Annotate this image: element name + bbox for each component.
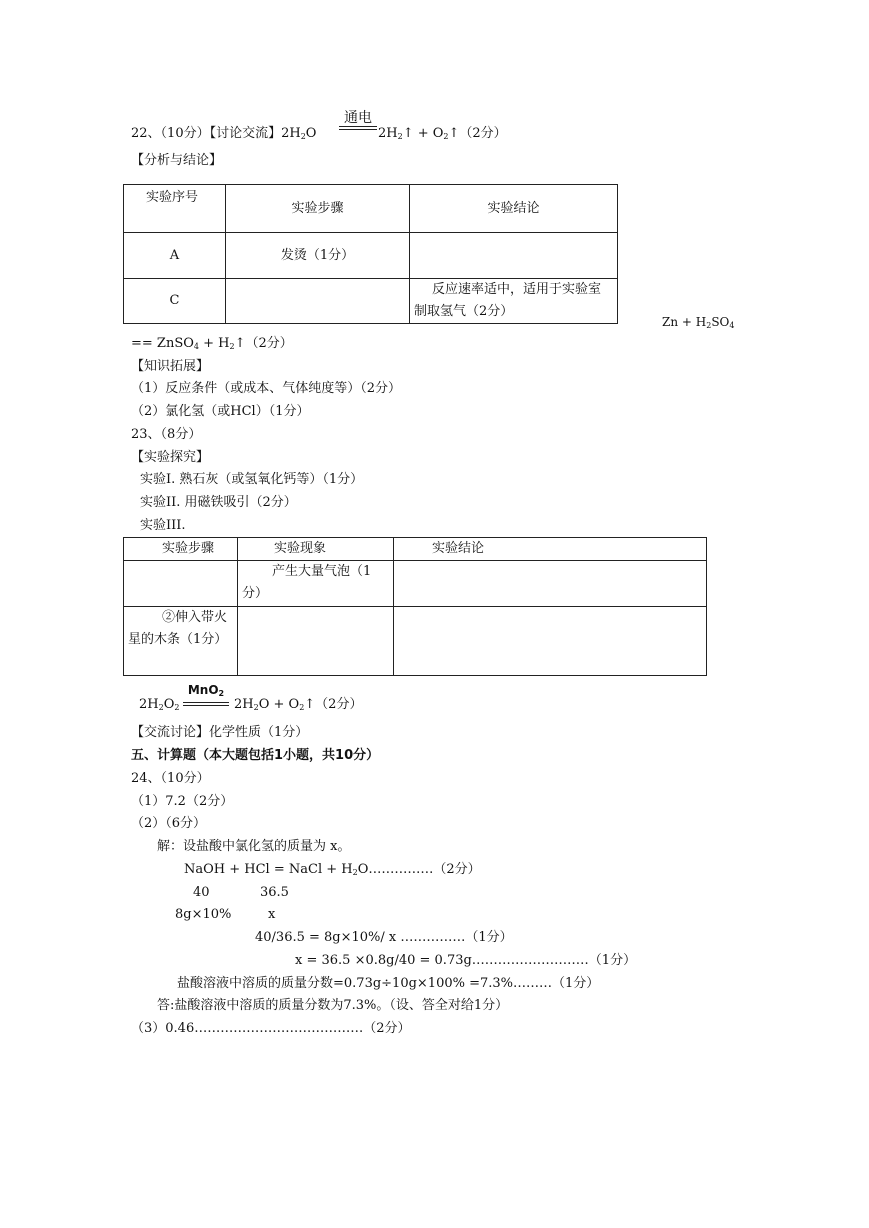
q23-table — [123, 537, 707, 676]
table-cell — [238, 607, 394, 676]
answer-line: 答:盐酸溶液中溶质的质量分数为7.3%。（设、答全对给1分） — [157, 998, 509, 1013]
eq-part: O + O — [258, 697, 300, 712]
subscript: 2 — [443, 132, 449, 141]
q22-prefix: 22、（10分）【讨论交流】2H — [131, 126, 301, 141]
subscript: 2 — [300, 132, 306, 141]
eq-part: SO — [711, 315, 730, 329]
table-cell: A — [124, 233, 226, 279]
extension-heading: 【知识拓展】 — [131, 359, 210, 374]
solution-intro: 解：设盐酸中氯化氢的质量为 x。 — [157, 839, 351, 854]
h2o2-reactant — [139, 697, 179, 716]
q22-o: O — [305, 126, 317, 141]
mass-value: 8g×10% — [175, 907, 232, 922]
table-cell: 反应速率适中，适用于实验室制取氢气（2分） — [410, 279, 618, 324]
mass-value: x — [268, 907, 276, 922]
q24-part: （3）0.46…………………………………（2分） — [131, 1021, 411, 1036]
table-header: 实验序号 — [124, 185, 226, 233]
table-header: 实验结论 — [394, 538, 707, 561]
subscript: 4 — [729, 321, 735, 330]
zn-equation-continuation — [131, 336, 293, 355]
molar-mass: 36.5 — [260, 885, 289, 900]
electrolysis-condition — [339, 111, 377, 130]
q24-part: （1）7.2（2分） — [131, 794, 234, 809]
eq-part: O……………（2分） — [357, 862, 481, 877]
subscript: 2 — [352, 868, 358, 877]
experiment-item: 实验III. — [140, 518, 186, 533]
experiment-item: 实验II. 用磁铁吸引（2分） — [140, 495, 297, 510]
condition-bar — [339, 129, 377, 130]
table-cell — [124, 561, 238, 607]
table-header: 实验现象 — [238, 538, 394, 561]
subscript: 2 — [706, 321, 712, 330]
discussion-line: 【交流讨论】化学性质（1分） — [131, 725, 309, 740]
subscript: 2 — [158, 703, 164, 712]
condition-label: 通电 — [344, 110, 372, 126]
subscript: 2 — [229, 342, 235, 351]
eq-part: Zn + H — [662, 315, 707, 329]
subscript: 2 — [299, 703, 305, 712]
inquiry-heading: 【实验探究】 — [131, 450, 210, 465]
analysis-heading: 【分析与结论】 — [131, 153, 223, 168]
catalyst-label — [183, 683, 229, 701]
extension-item: （1）反应条件（或成本、气体纯度等）（2分） — [131, 381, 402, 396]
q22-products — [378, 126, 507, 145]
q24-title: 24、（10分） — [131, 771, 210, 786]
table-cell: ②伸入带火星的木条（1分） — [124, 607, 238, 676]
subscript: 2 — [218, 689, 225, 698]
subscript: 2 — [397, 132, 403, 141]
reaction-equation — [184, 862, 481, 881]
catalyst-bar — [183, 702, 229, 703]
eq-part: NaOH + HCl = NaCl + H — [184, 862, 353, 877]
table-cell: C — [124, 279, 226, 324]
experiment-item: 实验I. 熟石灰（或氢氧化钙等）（1分） — [140, 472, 364, 487]
condition-bar — [339, 126, 377, 127]
zn-equation-side — [662, 314, 734, 334]
catalyst-bar — [183, 705, 229, 706]
table-cell — [410, 233, 618, 279]
molar-mass: 40 — [193, 885, 210, 900]
ratio-line: 40/36.5 = 8g×10%/ x ……………（1分） — [255, 930, 513, 945]
q24-part: （2）（6分） — [131, 816, 207, 831]
q23-title: 23、（8分） — [131, 427, 202, 442]
eq-part: ↑（2分） — [304, 697, 363, 712]
result-line: x = 36.5 ×0.8g/40 = 0.73g………………………（1分） — [295, 953, 637, 968]
q22-rest2: ↑（2分） — [448, 126, 507, 141]
eq-part: O — [163, 697, 175, 712]
eq-part: == ZnSO — [131, 336, 194, 351]
table-header: 实验步骤 — [124, 538, 238, 561]
table-header: 实验结论 — [410, 185, 618, 233]
extension-item: （2）氯化氢（或HCl）（1分） — [131, 404, 310, 419]
table-cell — [394, 561, 707, 607]
eq-part: + H — [198, 336, 230, 351]
table-cell — [394, 607, 707, 676]
subscript: 2 — [253, 703, 259, 712]
q22-table — [123, 184, 618, 324]
q22-rest: ↑ + O — [402, 126, 444, 141]
subscript: 4 — [193, 342, 199, 351]
table-cell: 发烫（1分） — [226, 233, 410, 279]
table-cell — [226, 279, 410, 324]
q22-equation-line — [131, 126, 316, 145]
eq-part: 2H — [139, 697, 159, 712]
catalyst-text: MnO — [187, 683, 219, 697]
table-header: 实验步骤 — [226, 185, 410, 233]
eq-part: ↑（2分） — [234, 336, 293, 351]
q22-product: 2H — [378, 126, 398, 141]
subscript: 2 — [174, 703, 180, 712]
h2o2-products — [234, 697, 362, 716]
catalyst-condition — [183, 683, 229, 706]
section-heading: 五、计算题（本大题包括1小题，共10分） — [131, 748, 380, 763]
eq-part: 2H — [234, 697, 254, 712]
table-cell: 产生大量气泡（1分） — [238, 561, 394, 607]
fraction-line: 盐酸溶液中溶质的质量分数=0.73g÷10g×100% =7.3%………（1分） — [177, 976, 600, 991]
